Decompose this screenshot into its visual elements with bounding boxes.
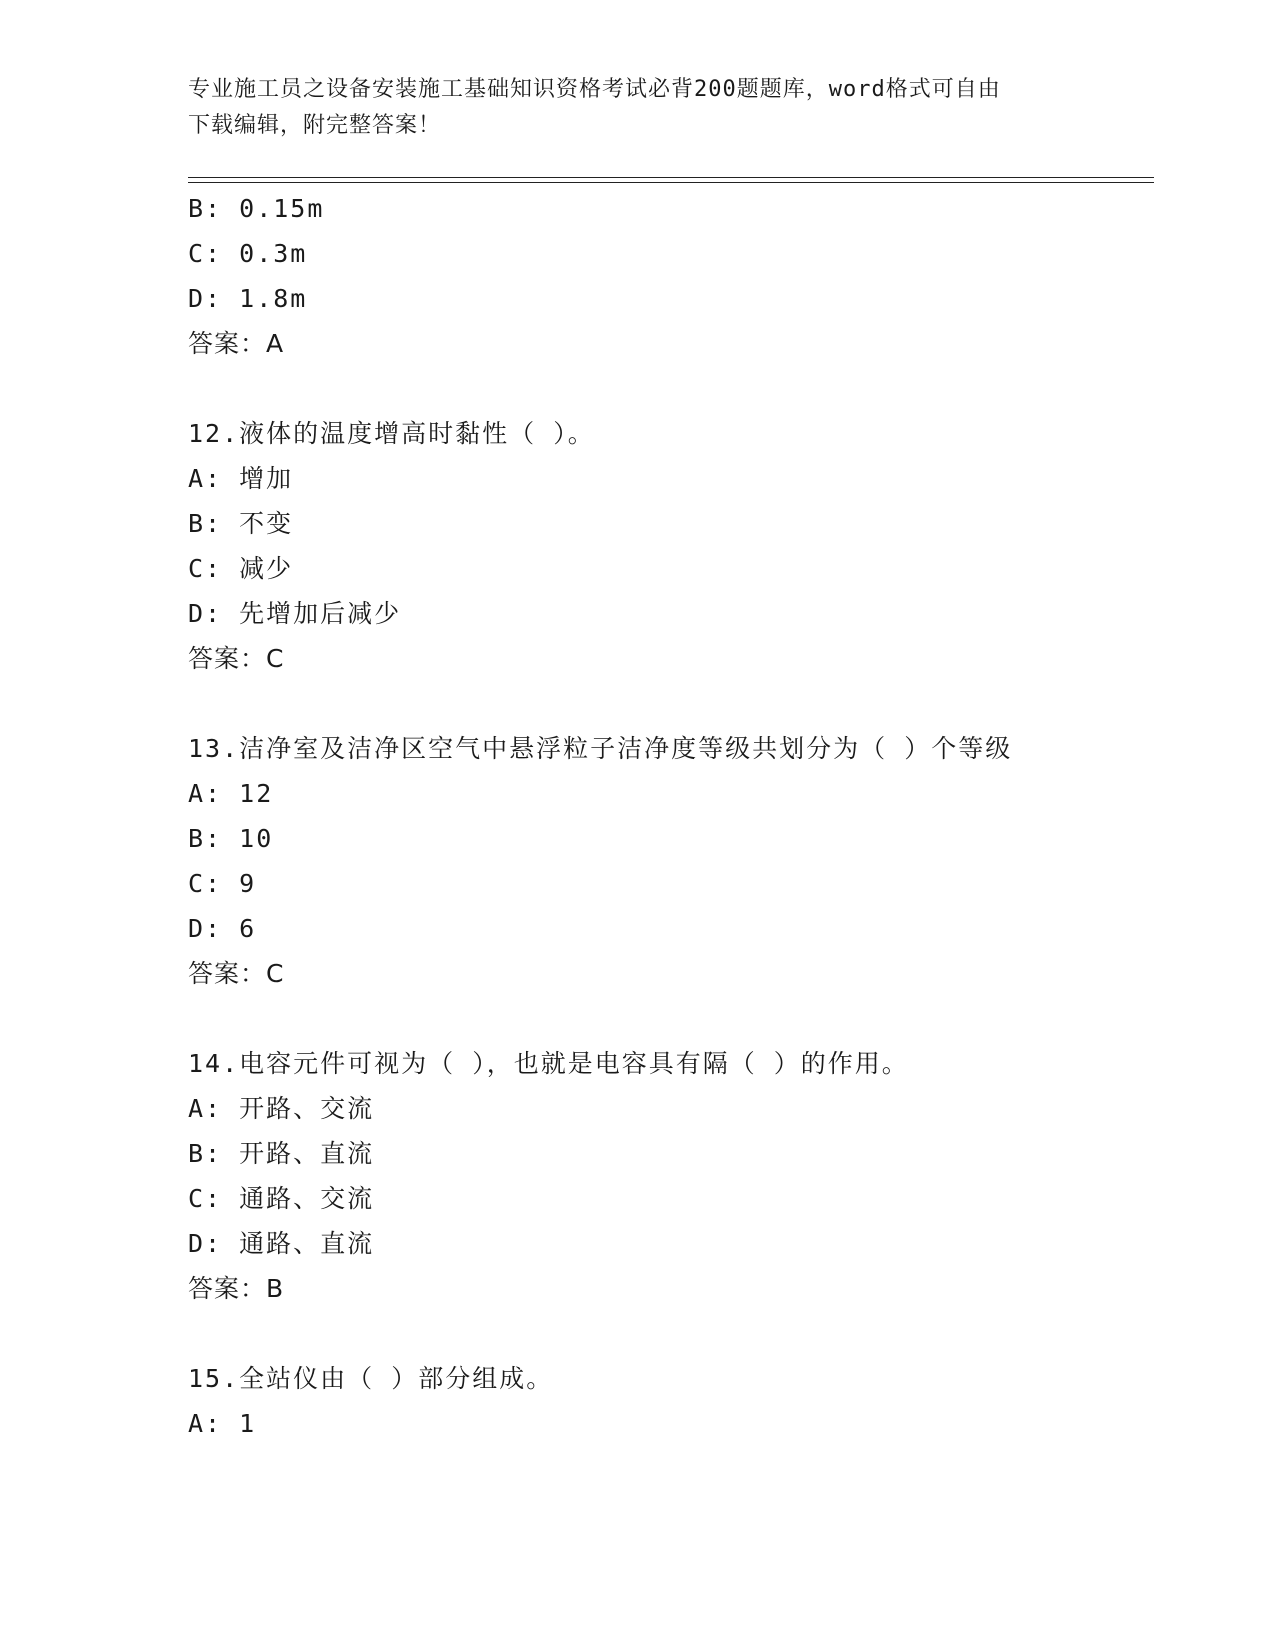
header-divider-top — [188, 177, 1154, 178]
question-text: 15.全站仪由（ ）部分组成。 — [188, 1364, 554, 1393]
question-text: 13.洁净室及洁净区空气中悬浮粒子洁净度等级共划分为（ ）个等级 — [188, 734, 1013, 763]
option-d: D: 通路、直流 — [188, 1229, 375, 1258]
option-a: A: 增加 — [188, 464, 294, 493]
document-header — [188, 72, 1088, 144]
option-c: C: 减少 — [188, 554, 294, 583]
question-text: 14.电容元件可视为（ ），也就是电容具有隔（ ）的作用。 — [188, 1049, 909, 1078]
option-b: B: 开路、直流 — [188, 1139, 375, 1168]
option-c: C: 0.3m — [188, 239, 308, 268]
answer-line: 答案：A — [188, 329, 285, 358]
option-d: D: 6 — [188, 914, 257, 943]
option-c: C: 通路、交流 — [188, 1184, 375, 1213]
answer-line: 答案：C — [188, 644, 285, 673]
option-a: A: 1 — [188, 1409, 257, 1438]
option-a: A: 开路、交流 — [188, 1094, 375, 1123]
option-d: D: 先增加后减少 — [188, 599, 402, 628]
option-b: B: 不变 — [188, 509, 294, 538]
header-line-2: 下载编辑，附完整答案！ — [188, 113, 442, 138]
header-line-1: 专业施工员之设备安装施工基础知识资格考试必背200题题库，word格式可自由 — [188, 77, 1001, 102]
option-c: C: 9 — [188, 869, 257, 898]
question-text: 12.液体的温度增高时黏性（ ）。 — [188, 419, 595, 448]
answer-line: 答案：B — [188, 1274, 285, 1303]
option-b: B: 0.15m — [188, 194, 325, 223]
answer-line: 答案：C — [188, 959, 285, 988]
option-a: A: 12 — [188, 779, 274, 808]
option-d: D: 1.8m — [188, 284, 308, 313]
option-b: B: 10 — [188, 824, 274, 853]
header-divider-bottom — [188, 182, 1154, 183]
